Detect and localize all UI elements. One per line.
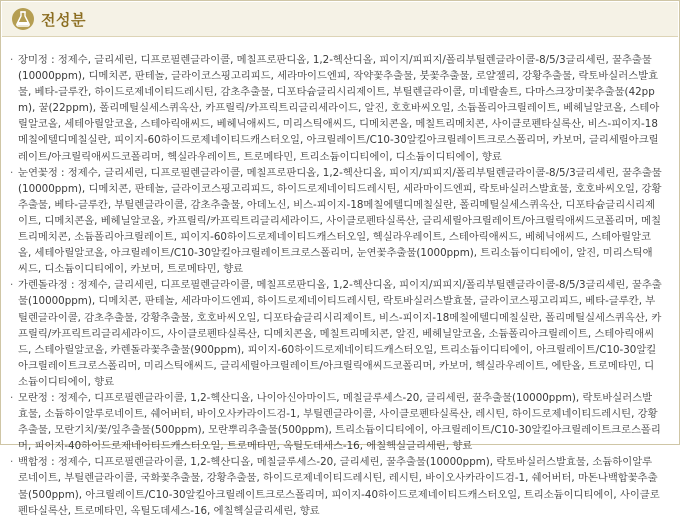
list-item: · 백합정 : 정제수, 디프로필렌글라이콜, 1,2-헥산디올, 메칠글루세스-20, 글리세린, 꿀추출물(10000ppm), 락토바실러스발효물, 소듐하이알루로네이트, 부틸렌글라이콜, 국화꽃추출물, 강황추출물, 하이드로제네이티드레시틴, 레시틴, 바이오사카라이드검-1, 쉐어버터, 마돈나백합꽃추출물(500ppm), 아크릴레이트/C10-30알킬아크릴레이트크로스폴리머, 피이지-40하이드로제네이티드캐스터오일, 트리소듐이디티에이, 사이클로펜타실록산, 트로메타민, 옥틸도데세스-16, 에칠헥실글리세린, 향료 [10,454,662,518]
list-item: · 모란정 : 정제수, 디프로필렌글라이콜, 1,2-헥산디올, 나이아신아마이드, 메칠글루세스-20, 글리세린, 꿀추출물(10000ppm), 락토바실러스발효물, 소듐하이알루로네이트, 쉐어버터, 바이오사카라이드검-1, 부틸렌글라이콜, 사이클로펜타실록산, 레시틴, 하이드로제네이티드레시틴, 강황추출물, 모란기치/꽃/잎추출물(500ppm), 모란뿌리추출물(500ppm), 트리소듐이디티에이, 아크릴레이트/C10-30알킬아크릴레이트크로스폴리머, 피이지-40하이드로제네이티드캐스터오일, 트로메타민, 옥틸도데세스-16, 에칠헥실글리세린, 향료 [10,390,662,454]
ingredient-list [10,52,662,519]
flask-icon [12,8,34,30]
list-item: · 장미정 : 정제수, 글리세린, 디프로필렌글라이콜, 메칠프로판디올, 1,2-헥산디올, 피이지/피피지/폴리부틸렌글라이콜-8/5/3글리세린, 꿀추출물(10000ppm), 디메치콘, 판테놀, 글라이코스핑고리피드, 세라마이드엔피, 작약꽃추출물, 붓꽃추출물, 로얄젤리, 강황추출물, 락토바실러스발효물, 베타-글루칸, 하이드로제네이티드레시틴, 감초추출물, 디포타슘글리시리제이트, 부틸렌글라이콜, 미네랄솔트, 다마스크장미꽃추출물(42ppm), 꿀(22ppm), 폴리메틸실세스퀴옥산, 카프릴릭/카프릭트리글리세라이드, 알진, 호호바씨오일, 소듐폴리아크릴레이트, 베헤닐알코올, 스테아릴알코올, 세테아릴알코올, 스테아릭애씨드, 베헤닉애씨드, 미리스틱애씨드, 디메치콘올, 메칠트리메치콘, 사이클로펜타실록산, 비스-피이지-18메칠에텔디메칠실란, 피이지-60하이드로제네이티드캐스터오일, 아크릴레이트/C10-30알킬아크릴레이트크로스폴리머, 카보머, 글리세릴아크릴레이트/아크릴릭애씨드코폴리머, 헥실라우레이트, 트로메타민, 트리소듐이디티에이, 디소듐이디티에이, 향료 [10,52,662,165]
section-header [2,2,678,37]
section-title: 전성분 [41,11,86,29]
list-item: · 가렌돌라정 : 정제수, 글리세린, 디프로필렌글라이콜, 메칠프로판디올, 1,2-헥산디올, 피이지/피피지/폴리부틸렌글라이콜-8/5/3글리세린, 꿀추출물(10000ppm), 디메치콘, 판테놀, 세라마이드엔피, 하이드로제네이티드레시틴, 락토바실러스발효물, 글라이코스핑고리피드, 베타-글루칸, 부틸렌글라이콜, 감초추출물, 강황추출물, 호호바씨오일, 디포타슘글리시리제이트, 비스-피이지-18메칠에텔디메칠실란, 폴리메틸실세스퀴옥산, 카프릴릭/카프릭트리글리세라이드, 사이클로펜타실록산, 디메치콘올, 메칠트리메치콘, 알진, 베헤닐알코올, 소듐폴리아크릴레이트, 스테아릭애씨드, 스테아릴알코올, 카렌돌라꽃추출물(900ppm), 피이지-60하이드로제네이티드캐스터오일, 트리소듐이디티에이, 아크릴레이트/C10-30알킬아크릴레이트크로스폴리머, 미리스틱애씨드, 글리세릴아크릴레이트/아크릴릭애씨드코폴리머, 카보머, 헥실라우레이트, 에탄올, 트로메타민, 디소듐이디티에이, 향료 [10,277,662,390]
list-item: · 눈연꽃정 : 정제수, 글리세린, 디프로필렌글라이콜, 메칠프로판디올, 1,2-헥산디올, 피이지/피피지/폴리부틸렌글라이콜-8/5/3글리세린, 꿀추출물(10000ppm), 디메치콘, 판테놀, 글라이코스핑고리피드, 하이드로제네이티드레시틴, 세라마이드엔피, 락토바실러스발효물, 호호바씨오일, 강황추출물, 베타-글루칸, 부틸렌글라이콜, 감초추출물, 아데노신, 비스-피이지-18메칠에텔디메칠실란, 폴리메틸실세스퀴옥산, 디포타슘글리시리제이트, 디메치콘올, 베헤닐알코올, 카프릴릭/카프릭트리글리세라이드, 사이클로펜타실록산, 글리세릴아크릴레이트/아크릴릭애씨드코폴리머, 메칠트리메치콘, 소듐폴리아크릴레이트, 피이지-60하이드로제네이티드캐스터오일, 헥실라우레이트, 스테아릭애씨드, 베헤닉애씨드, 스테아릴알코올, 세테아릴알코올, 아크릴레이트/C10-30알킬아크릴레이트크로스폴리머, 눈연꽃추출물(1000ppm), 트리소듐이디티에이, 알진, 미리스틱애씨드, 디소듐이디티에이, 카보머, 트로메타민, 향료 [10,165,662,278]
